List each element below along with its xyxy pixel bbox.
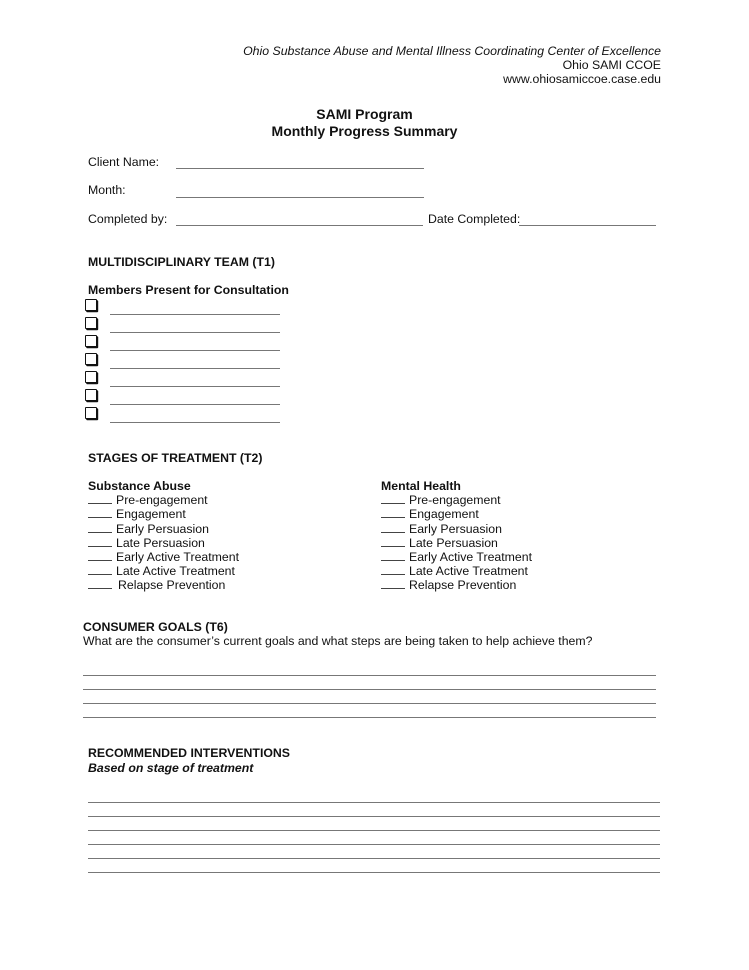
stage-blank[interactable] [88, 494, 112, 504]
member-name-field[interactable] [110, 332, 280, 333]
sa-stage-item[interactable]: Late Persuasion [88, 536, 239, 550]
team-subheading: Members Present for Consultation [88, 283, 289, 297]
member-checkbox[interactable] [85, 389, 97, 401]
stage-blank[interactable] [88, 565, 112, 575]
member-name-field[interactable] [110, 368, 280, 369]
interventions-heading: RECOMMENDED INTERVENTIONS [88, 746, 291, 760]
mental-health-column [381, 479, 532, 593]
stage-blank[interactable] [381, 565, 405, 575]
sa-stage-item[interactable]: Late Active Treatment [88, 564, 239, 578]
mental-health-heading: Mental Health [381, 479, 461, 493]
client-name-label: Client Name: [88, 155, 160, 169]
sa-stage-item[interactable]: Engagement [88, 507, 239, 521]
document-subtitle: Monthly Progress Summary [271, 123, 458, 139]
member-checkbox[interactable] [85, 299, 97, 311]
organization-website: www.ohiosamiccoe.case.edu [503, 72, 661, 86]
stage-blank[interactable] [88, 523, 112, 533]
consumer-goals-question: What are the consumer’s current goals and what steps are being taken to help achieve them? [83, 634, 593, 648]
organization-short-name: Ohio SAMI CCOE [562, 58, 661, 72]
stage-blank[interactable] [88, 551, 112, 561]
sa-stage-item[interactable]: Early Persuasion [88, 522, 239, 536]
member-name-field[interactable] [110, 314, 280, 315]
mh-stage-item[interactable]: Early Active Treatment [381, 550, 532, 564]
answer-line[interactable] [83, 675, 656, 676]
mh-stage-item[interactable]: Pre-engagement [381, 493, 532, 507]
stage-blank[interactable] [381, 523, 405, 533]
member-checkbox[interactable] [85, 371, 97, 383]
answer-line[interactable] [88, 830, 660, 831]
stage-blank[interactable] [381, 508, 405, 518]
mh-stage-item[interactable]: Engagement [381, 507, 532, 521]
document-title: SAMI Program [316, 106, 413, 122]
stage-blank[interactable] [381, 537, 405, 547]
stage-blank[interactable] [88, 537, 112, 547]
answer-line[interactable] [88, 844, 660, 845]
mh-stage-item[interactable]: Relapse Prevention [381, 578, 532, 592]
organization-name: Ohio Substance Abuse and Mental Illness Coordinating Center of Excellence [243, 44, 661, 58]
date-completed-field[interactable] [519, 225, 656, 226]
member-name-field[interactable] [110, 350, 280, 351]
member-name-field[interactable] [110, 422, 280, 423]
sa-stage-item[interactable]: Pre-engagement [88, 493, 239, 507]
stage-blank[interactable] [381, 551, 405, 561]
stage-blank[interactable] [88, 508, 112, 518]
answer-line[interactable] [88, 858, 660, 859]
substance-abuse-heading: Substance Abuse [88, 479, 191, 493]
answer-line[interactable] [83, 703, 656, 704]
month-label: Month: [88, 183, 126, 197]
consumer-goals-heading: CONSUMER GOALS (T6) [83, 620, 228, 634]
mh-stage-item[interactable]: Early Persuasion [381, 522, 532, 536]
stage-blank[interactable] [381, 494, 405, 504]
stage-blank[interactable] [88, 579, 112, 589]
completed-by-label: Completed by: [88, 212, 168, 226]
answer-line[interactable] [88, 872, 660, 873]
member-name-field[interactable] [110, 404, 280, 405]
sa-stage-item[interactable]: Early Active Treatment [88, 550, 239, 564]
stages-heading: STAGES OF TREATMENT (T2) [88, 451, 263, 465]
answer-line[interactable] [83, 689, 656, 690]
completed-by-field[interactable] [176, 225, 423, 226]
sa-stage-item[interactable]: Relapse Prevention [88, 578, 239, 592]
member-checkbox[interactable] [85, 317, 97, 329]
mh-stage-item[interactable]: Late Persuasion [381, 536, 532, 550]
date-completed-label: Date Completed: [428, 212, 521, 226]
member-checkbox[interactable] [85, 407, 97, 419]
mh-stage-item[interactable]: Late Active Treatment [381, 564, 532, 578]
answer-line[interactable] [83, 717, 656, 718]
member-checkbox[interactable] [85, 353, 97, 365]
stage-blank[interactable] [381, 579, 405, 589]
month-field[interactable] [176, 197, 424, 198]
member-name-field[interactable] [110, 386, 280, 387]
interventions-subheading: Based on stage of treatment [88, 761, 254, 775]
member-checkbox[interactable] [85, 335, 97, 347]
substance-abuse-column [88, 479, 239, 593]
team-heading: MULTIDISCIPLINARY TEAM (T1) [88, 255, 275, 269]
answer-line[interactable] [88, 802, 660, 803]
answer-line[interactable] [88, 816, 660, 817]
client-name-field[interactable] [176, 168, 424, 169]
